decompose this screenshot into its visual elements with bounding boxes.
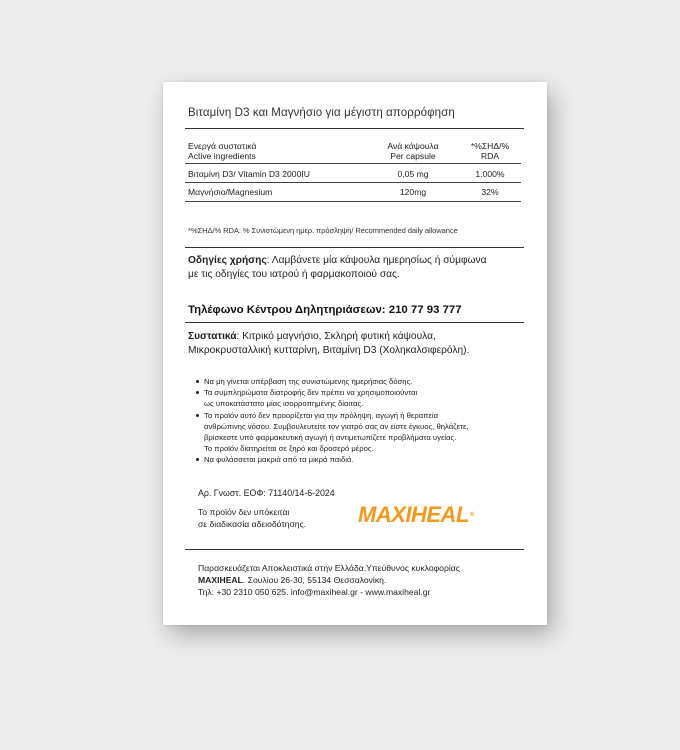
row-2-amount: 120mg [399, 187, 427, 197]
manufacturer-contact: Τηλ: +30 2310 050 625. info@maxiheal.gr - www.maxiheal.gr [198, 587, 431, 597]
warnings-list [195, 376, 469, 466]
phone-divider [185, 322, 524, 323]
header-per-capsule [378, 141, 448, 161]
row-1-rda: 1.000% [475, 169, 505, 179]
header-rda-gr: *%ΣΗΔ/% [470, 141, 510, 151]
usage-line-1: : Λαμβάνετε μία κάψουλα ημερησίως ή σύμφωνα [266, 255, 487, 266]
table-bottom-divider [185, 201, 521, 202]
product-label-card [163, 82, 547, 625]
warning-item: Το προϊόν αυτό δεν προορίζεται για την πρόληψη, αγωγή ή θεραπεία [195, 410, 469, 421]
row-2-name: Μαγνήσιο/Magnesium [188, 187, 273, 197]
license-line-2: σε διαδικασία αδειοδότησης. [198, 519, 307, 529]
header-ingredients [188, 141, 256, 161]
rda-footnote: *%ΣΗΔ/% RDA: % Συνιστώμενη ημερ. πρόσληψη/ Recommended daily allowance [188, 226, 458, 235]
header-rda-en: RDA [480, 151, 500, 161]
license-line-1: Το προϊόν δεν υπόκειται [198, 507, 290, 517]
usage-line-2: με τις οδηγίες του ιατρού ή φαρμακοποιού σας. [188, 269, 400, 280]
row-1-amount: 0,05 mg [397, 169, 429, 179]
warning-item: Να μη γίνεται υπέρβαση της συνιστώμενης ημερήσιας δόσης. [195, 376, 469, 387]
poison-center-phone: Τηλέφωνο Κέντρου Δηλητηριάσεων: 210 77 93 777 [188, 304, 462, 316]
usage-instructions [188, 254, 487, 282]
eof-number: Αρ. Γνωστ. ΕΟΦ: 71140/14-6-2024 [198, 488, 335, 498]
footnote-divider [185, 247, 524, 248]
header-ingredients-en: Active ingredients [188, 151, 256, 161]
table-row-divider [185, 182, 521, 183]
warning-item-continuation: ως υποκατάστατο μίας ισορροπημένης δίαιτας. [204, 399, 364, 409]
warning-item-continuation: Το προϊόν διατηρείται σε ξηρό και δροσερό μέρος. [204, 444, 374, 454]
header-per-capsule-en: Per capsule [390, 151, 436, 161]
header-ingredients-gr: Ενεργά συστατικά [188, 141, 257, 151]
title-divider [185, 128, 524, 129]
maxiheal-logo [358, 504, 474, 526]
composition-line-2: Μικροκρυσταλλική κυτταρίνη, Βιταμίνη D3 (Χοληκαλσιφερόλη). [188, 345, 470, 356]
row-1-name: Βιταμίνη D3/ Vitamin D3 2000IU [188, 169, 310, 179]
manufacturer-divider [185, 549, 524, 550]
brand-reg-mark: ® [469, 512, 474, 518]
header-per-capsule-gr: Ανά κάψουλα [387, 141, 439, 151]
warning-item: Τα συμπληρώματα διατροφής δεν πρέπει να χρησιμοποιούνται [195, 387, 469, 398]
manufacturer-address: . Σουλίου 26-30, 55134 Θεσσαλονίκη. [242, 575, 387, 585]
table-header-divider [185, 163, 521, 164]
manufacturer-info [198, 562, 460, 598]
composition-line-1: : Κιτρικό μαγνήσιο, Σκληρή φυτική κάψουλα, [236, 331, 436, 342]
composition-label: Συστατικά [188, 331, 237, 342]
brand-name: MAXIHEAL [358, 502, 469, 527]
manufacturer-company: MAXIHEAL [198, 575, 243, 585]
license-note [198, 506, 306, 530]
warning-item-continuation: βρίσκεστε υπό φαρμακευτική αγωγή ή αντιμετωπίζετε προβλήματα υγείας. [204, 433, 457, 443]
warning-item: Να φυλάσσεται μακριά από τα μικρά παιδιά. [195, 454, 469, 465]
row-2-rda: 32% [481, 187, 499, 197]
manufacturer-line-1: Παρασκευάζεται Αποκλειστικά στην Ελλάδα.Υπεύθυνος κυκλοφορίας [198, 563, 460, 573]
header-rda [460, 141, 520, 161]
usage-label: Οδηγίες χρήσης [188, 255, 267, 266]
product-title: Βιταμίνη D3 και Μαγνήσιο για μέγιστη απορρόφηση [188, 107, 455, 119]
composition [188, 330, 469, 358]
warning-item-continuation: ανθρώπινης νόσου. Συμβουλευτείτε τον γιατρό σας αν είστε έγκυος, θηλάζετε, [204, 421, 469, 431]
